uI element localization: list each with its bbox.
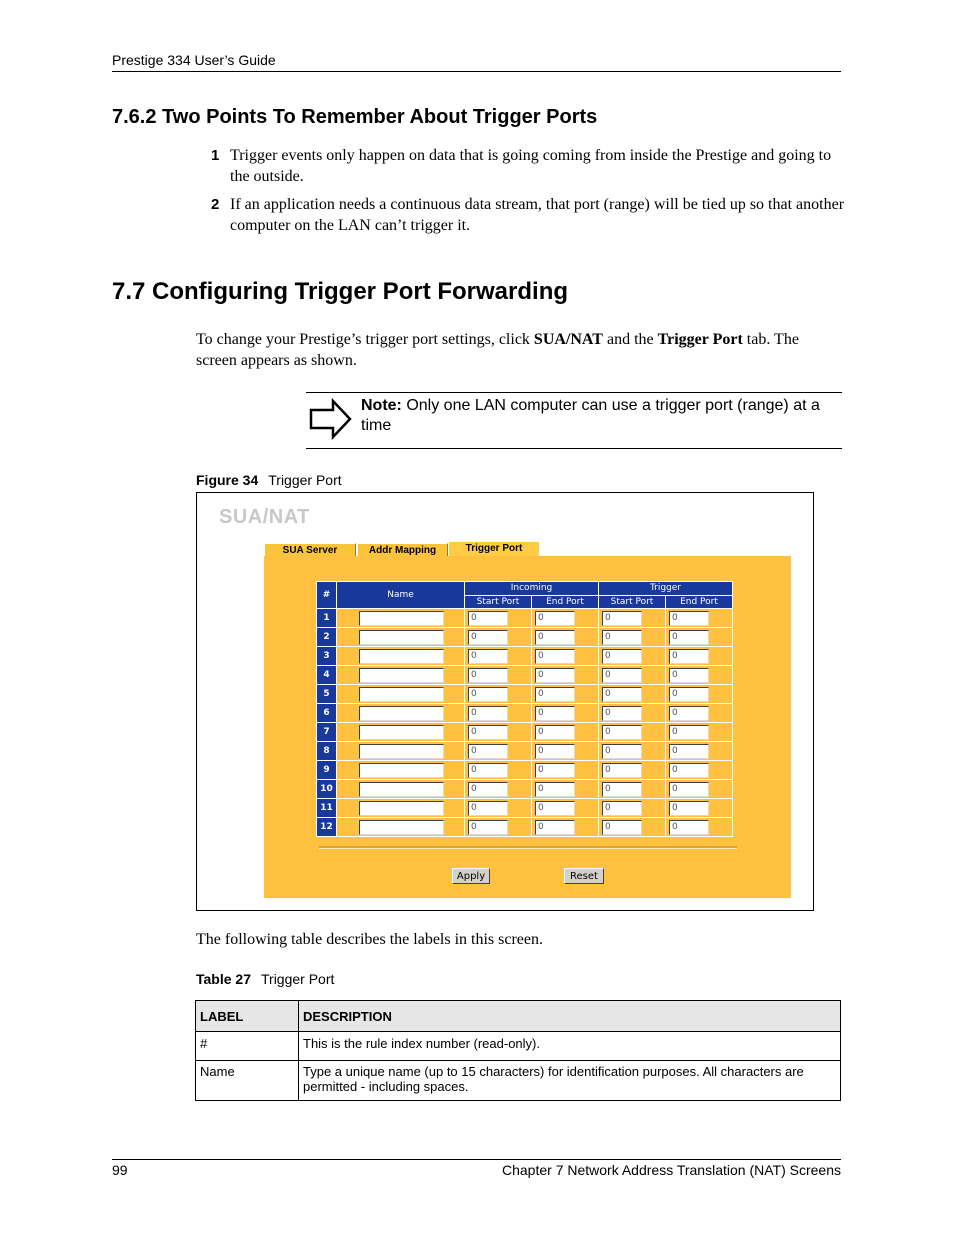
trigger-end-port-input[interactable]: 0 xyxy=(669,763,709,778)
table-row xyxy=(317,723,732,741)
section-heading-7-6-2: 7.6.2 Two Points To Remember About Trigger Ports xyxy=(112,106,598,128)
list-item-text: Trigger events only happen on data that is going coming from inside the Prestige and going to the outside. xyxy=(230,147,832,185)
trigger-start-port-input[interactable]: 0 xyxy=(602,706,642,721)
row-index: 9 xyxy=(317,761,336,779)
list-item-text: If an application needs a continuous data stream, that port (range) will be tied up so that another computer on the LAN can’t trigger it. xyxy=(230,196,845,234)
row-index: 5 xyxy=(317,685,336,703)
row-description: Type a unique name (up to 15 characters) for identification purposes. All characters are permitted - including spaces. xyxy=(299,1061,841,1101)
trigger-end-port-input[interactable]: 0 xyxy=(669,611,709,626)
row-index: 6 xyxy=(317,704,336,722)
name-cell xyxy=(337,704,464,722)
row-index: 12 xyxy=(317,818,336,836)
name-cell xyxy=(337,685,464,703)
row-label: Name xyxy=(196,1061,299,1101)
name-cell xyxy=(337,609,464,627)
col-group-trigger: Trigger xyxy=(599,582,732,595)
name-cell xyxy=(337,723,464,741)
trigger-end-port-input[interactable]: 0 xyxy=(669,744,709,759)
trigger-end-port-input[interactable]: 0 xyxy=(669,630,709,645)
row-index: 8 xyxy=(317,742,336,760)
incoming-start-port-input[interactable]: 0 xyxy=(468,820,508,835)
row-index: 4 xyxy=(317,666,336,684)
list-item-number: 1 xyxy=(211,147,220,164)
col-header-trigger-start: Start Port xyxy=(599,596,665,609)
table-row xyxy=(317,647,732,665)
trigger-start-port-input[interactable]: 0 xyxy=(602,630,642,645)
table-row xyxy=(317,685,732,703)
table-divider xyxy=(319,846,737,849)
incoming-end-port-input[interactable]: 0 xyxy=(535,725,575,740)
tab-trigger-port[interactable]: Trigger Port xyxy=(449,542,539,557)
name-cell xyxy=(337,666,464,684)
trigger-end-port-input[interactable]: 0 xyxy=(669,782,709,797)
tab-sua-server[interactable]: SUA Server xyxy=(264,543,356,557)
col-header-name: Name xyxy=(337,582,464,608)
name-cell xyxy=(337,742,464,760)
col-header-index: # xyxy=(317,582,336,608)
incoming-start-port-input[interactable]: 0 xyxy=(468,649,508,664)
table-row xyxy=(317,704,732,722)
trigger-table-wrapper xyxy=(316,581,733,837)
name-cell xyxy=(337,628,464,646)
page-number: 99 xyxy=(112,1162,128,1178)
running-header: Prestige 334 User’s Guide xyxy=(112,52,276,68)
name-cell xyxy=(337,647,464,665)
incoming-end-port-input[interactable]: 0 xyxy=(535,744,575,759)
incoming-start-port-input[interactable]: 0 xyxy=(468,687,508,702)
table-row xyxy=(317,799,732,817)
incoming-start-port-input[interactable]: 0 xyxy=(468,801,508,816)
incoming-start-port-input[interactable]: 0 xyxy=(468,782,508,797)
footer-rule xyxy=(112,1159,841,1160)
trigger-start-port-input[interactable]: 0 xyxy=(602,744,642,759)
trigger-start-port-input[interactable]: 0 xyxy=(602,611,642,626)
trigger-start-port-input[interactable]: 0 xyxy=(602,725,642,740)
name-input[interactable] xyxy=(359,763,444,778)
row-description: This is the rule index number (read-only). xyxy=(299,1032,841,1061)
apply-button[interactable]: Apply xyxy=(452,868,490,884)
header-label: LABEL xyxy=(196,1001,299,1032)
name-input[interactable] xyxy=(359,725,444,740)
incoming-end-port-input[interactable]: 0 xyxy=(535,611,575,626)
name-input[interactable] xyxy=(359,630,444,645)
incoming-end-port-input[interactable]: 0 xyxy=(535,668,575,683)
trigger-start-port-input[interactable]: 0 xyxy=(602,782,642,797)
note-bottom-rule xyxy=(306,448,842,449)
trigger-start-port-input[interactable]: 0 xyxy=(602,668,642,683)
screen-title: SUA/NAT xyxy=(219,506,310,528)
name-input[interactable] xyxy=(359,801,444,816)
col-header-trigger-end: End Port xyxy=(666,596,732,609)
incoming-end-port-input[interactable]: 0 xyxy=(535,782,575,797)
incoming-end-port-input[interactable]: 0 xyxy=(535,820,575,835)
list-item-number: 2 xyxy=(211,196,220,213)
incoming-end-port-input[interactable]: 0 xyxy=(535,706,575,721)
name-input[interactable] xyxy=(359,706,444,721)
incoming-start-port-input[interactable]: 0 xyxy=(468,744,508,759)
table-row xyxy=(317,628,732,646)
table-row xyxy=(317,761,732,779)
trigger-end-port-input[interactable]: 0 xyxy=(669,820,709,835)
label-description-table xyxy=(195,1000,841,1101)
incoming-start-port-input[interactable]: 0 xyxy=(468,611,508,626)
following-paragraph: The following table describes the labels in this screen. xyxy=(196,931,544,948)
figure-caption: Figure 34 Trigger Port xyxy=(196,472,342,488)
reset-button[interactable]: Reset xyxy=(564,868,604,884)
incoming-start-port-input[interactable]: 0 xyxy=(468,725,508,740)
section-heading-7-7: 7.7 Configuring Trigger Port Forwarding xyxy=(112,278,569,305)
name-cell xyxy=(337,761,464,779)
table-row xyxy=(196,1061,841,1101)
name-input[interactable] xyxy=(359,668,444,683)
col-header-incoming-end: End Port xyxy=(532,596,598,609)
row-index: 10 xyxy=(317,780,336,798)
header-rule xyxy=(112,71,841,72)
incoming-end-port-input[interactable]: 0 xyxy=(535,763,575,778)
row-label: # xyxy=(196,1032,299,1061)
incoming-start-port-input[interactable]: 0 xyxy=(468,706,508,721)
table-row xyxy=(196,1032,841,1061)
table-row xyxy=(317,780,732,798)
row-index: 7 xyxy=(317,723,336,741)
incoming-start-port-input[interactable]: 0 xyxy=(468,763,508,778)
table-row xyxy=(317,818,732,836)
incoming-end-port-input[interactable]: 0 xyxy=(535,649,575,664)
incoming-start-port-input[interactable]: 0 xyxy=(468,668,508,683)
table-caption: Table 27 Trigger Port xyxy=(196,971,335,987)
intro-paragraph: To change your Prestige’s trigger port settings, click SUA/NAT and the Trigger Port tab. The screen appears as shown. xyxy=(196,331,799,369)
name-cell xyxy=(337,818,464,836)
incoming-start-port-input[interactable]: 0 xyxy=(468,630,508,645)
row-index: 1 xyxy=(317,609,336,627)
incoming-end-port-input[interactable]: 0 xyxy=(535,687,575,702)
row-index: 3 xyxy=(317,647,336,665)
trigger-end-port-input[interactable]: 0 xyxy=(669,725,709,740)
trigger-end-port-input[interactable]: 0 xyxy=(669,668,709,683)
tab-addr-mapping[interactable]: Addr Mapping xyxy=(357,543,448,557)
row-index: 11 xyxy=(317,799,336,817)
incoming-end-port-input[interactable]: 0 xyxy=(535,801,575,816)
name-input[interactable] xyxy=(359,649,444,664)
table-row xyxy=(317,666,732,684)
trigger-end-port-input[interactable]: 0 xyxy=(669,649,709,664)
trigger-end-port-input[interactable]: 0 xyxy=(669,687,709,702)
trigger-start-port-input[interactable]: 0 xyxy=(602,763,642,778)
right-arrow-outline-icon xyxy=(309,398,353,440)
trigger-start-port-input[interactable]: 0 xyxy=(602,801,642,816)
name-input[interactable] xyxy=(359,687,444,702)
trigger-end-port-input[interactable]: 0 xyxy=(669,801,709,816)
trigger-start-port-input[interactable]: 0 xyxy=(602,649,642,664)
table-row xyxy=(317,609,732,627)
name-input[interactable] xyxy=(359,611,444,626)
col-header-incoming-start: Start Port xyxy=(465,596,531,609)
trigger-start-port-input[interactable]: 0 xyxy=(602,820,642,835)
name-cell xyxy=(337,780,464,798)
name-cell xyxy=(337,799,464,817)
trigger-end-port-input[interactable]: 0 xyxy=(669,706,709,721)
chapter-footer: Chapter 7 Network Address Translation (NAT) Screens xyxy=(502,1162,841,1178)
name-input[interactable] xyxy=(359,782,444,797)
name-input[interactable] xyxy=(359,820,444,835)
note-top-rule xyxy=(306,392,842,393)
incoming-end-port-input[interactable]: 0 xyxy=(535,630,575,645)
table-row xyxy=(317,742,732,760)
name-input[interactable] xyxy=(359,744,444,759)
header-description: DESCRIPTION xyxy=(299,1001,841,1032)
note-text: Note: Only one LAN computer can use a trigger port (range) at a time xyxy=(361,397,820,434)
col-group-incoming: Incoming xyxy=(465,582,598,595)
row-index: 2 xyxy=(317,628,336,646)
trigger-start-port-input[interactable]: 0 xyxy=(602,687,642,702)
trigger-table xyxy=(316,581,733,837)
